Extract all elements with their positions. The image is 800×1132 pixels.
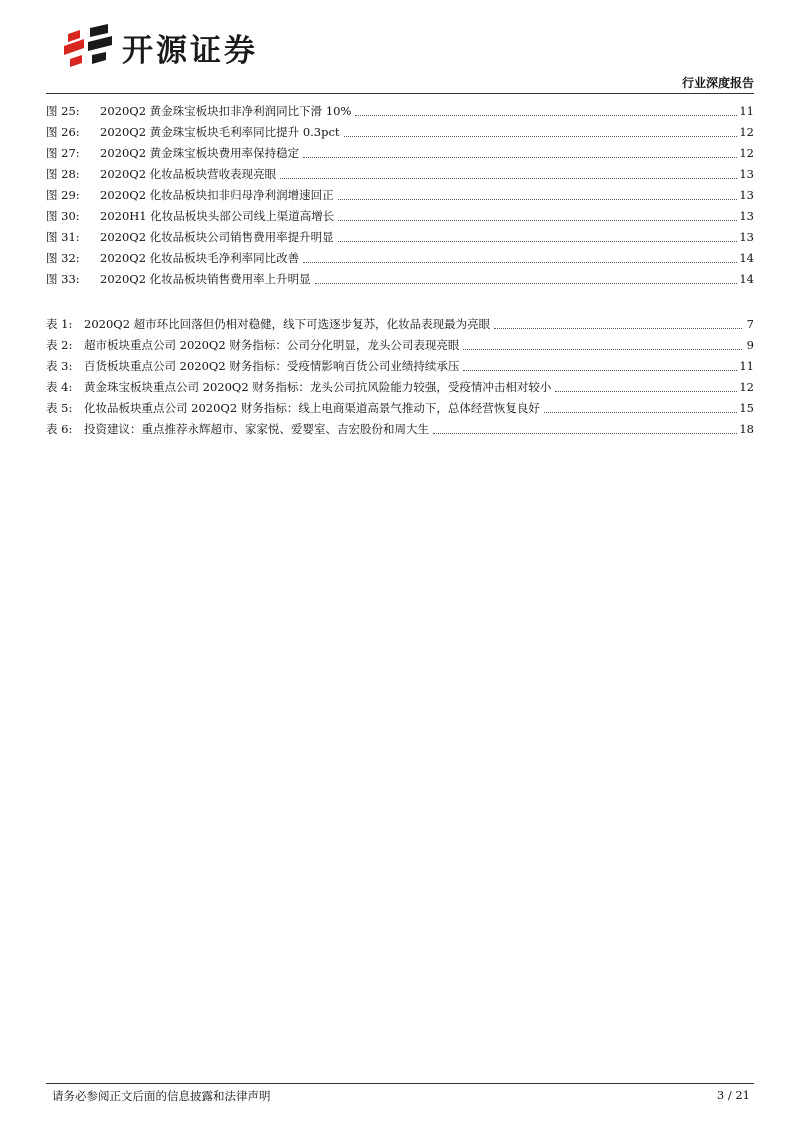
entry-label: 表 1: (46, 317, 73, 331)
toc-entry[interactable] (46, 419, 754, 440)
dot-leader (338, 220, 737, 221)
entry-page: 12 (739, 125, 754, 139)
entry-title: 化妆品板块重点公司 2020Q2 财务指标：线上电商渠道高景气推动下，总体经营恢复良好 (84, 401, 540, 415)
entry-label: 图 30: (46, 209, 80, 223)
entry-page: 14 (739, 272, 754, 286)
dot-leader (544, 412, 738, 413)
dot-leader (303, 157, 737, 158)
entry-page: 11 (739, 104, 754, 118)
entry-page: 9 (746, 338, 754, 352)
logo-mark-icon (64, 24, 114, 70)
entry-label: 图 25: (46, 104, 80, 118)
entry-page: 12 (739, 146, 754, 160)
toc-entry[interactable] (46, 122, 754, 143)
footer-divider (46, 1083, 754, 1084)
toc-entry[interactable] (46, 398, 754, 419)
entry-title: 2020Q2 化妆品板块公司销售费用率提升明显 (100, 230, 334, 244)
dot-leader (315, 283, 738, 284)
entry-label: 图 26: (46, 125, 80, 139)
entry-title: 2020H1 化妆品板块头部公司线上渠道高增长 (100, 209, 335, 223)
toc-entry[interactable] (46, 335, 754, 356)
toc-entry[interactable] (46, 227, 754, 248)
entry-page: 11 (739, 359, 754, 373)
entry-page: 7 (746, 317, 754, 331)
entry-label: 图 31: (46, 230, 80, 244)
entry-page: 13 (739, 230, 754, 244)
toc-entry[interactable] (46, 185, 754, 206)
dot-leader (463, 349, 742, 350)
entry-label: 图 27: (46, 146, 80, 160)
entry-label: 表 4: (46, 380, 73, 394)
entry-title: 超市板块重点公司 2020Q2 财务指标：公司分化明显，龙头公司表现亮眼 (84, 338, 460, 352)
entry-title: 2020Q2 超市环比回落但仍相对稳健，线下可选逐步复苏，化妆品表现最为亮眼 (84, 317, 491, 331)
entry-title: 投资建议：重点推荐永辉超市、家家悦、爱婴室、吉宏股份和周大生 (84, 422, 429, 436)
toc-entry[interactable] (46, 269, 754, 290)
entry-label: 表 6: (46, 422, 73, 436)
toc-entry[interactable] (46, 164, 754, 185)
dot-leader (463, 370, 737, 371)
entry-title: 黄金珠宝板块重点公司 2020Q2 财务指标：龙头公司抗风险能力较强，受疫情冲击相对较小 (84, 380, 552, 394)
dot-leader (433, 433, 737, 434)
entry-title: 百货板块重点公司 2020Q2 财务指标：受疫情影响百货公司业绩持续承压 (84, 359, 460, 373)
entry-page: 13 (739, 209, 754, 223)
entry-page: 14 (739, 251, 754, 265)
entry-page: 13 (739, 188, 754, 202)
toc-entry[interactable] (46, 377, 754, 398)
entry-title: 2020Q2 黄金珠宝板块毛利率同比提升 0.3pct (100, 125, 340, 139)
toc-entry[interactable] (46, 143, 754, 164)
dot-leader (355, 115, 737, 116)
entry-label: 图 29: (46, 188, 80, 202)
dot-leader (494, 328, 742, 329)
entry-label: 表 2: (46, 338, 73, 352)
entry-page: 12 (739, 380, 754, 394)
toc-entry[interactable] (46, 206, 754, 227)
entry-title: 2020Q2 化妆品板块毛净利率同比改善 (100, 251, 300, 265)
entry-label: 图 28: (46, 167, 80, 181)
brand-name: 开源证券 (122, 32, 258, 69)
toc-entry[interactable] (46, 101, 754, 122)
dot-leader (344, 136, 738, 137)
page-number: 3 / 21 (716, 1088, 750, 1102)
toc-entry[interactable] (46, 248, 754, 269)
entry-label: 图 33: (46, 272, 80, 286)
entry-page: 18 (739, 422, 754, 436)
entry-label: 表 5: (46, 401, 73, 415)
entry-title: 2020Q2 黄金珠宝板块费用率保持稳定 (100, 146, 300, 160)
toc-entry[interactable] (46, 314, 754, 335)
entry-label: 表 3: (46, 359, 73, 373)
report-type: 行业深度报告 (681, 76, 754, 90)
entry-page: 13 (739, 167, 754, 181)
entry-page: 15 (739, 401, 754, 415)
entry-title: 2020Q2 黄金珠宝板块扣非净利润同比下滑 10% (100, 104, 352, 118)
dot-leader (555, 391, 737, 392)
company-logo (64, 24, 258, 70)
dot-leader (303, 262, 737, 263)
figure-list (46, 101, 754, 290)
entry-title: 2020Q2 化妆品板块营收表现亮眼 (100, 167, 277, 181)
toc-entry[interactable] (46, 356, 754, 377)
dot-leader (338, 199, 738, 200)
dot-leader (280, 178, 737, 179)
entry-title: 2020Q2 化妆品板块销售费用率上升明显 (100, 272, 311, 286)
header-divider (46, 93, 754, 94)
entry-label: 图 32: (46, 251, 80, 265)
footer-disclaimer: 请务必参阅正文后面的信息披露和法律声明 (52, 1089, 271, 1103)
entry-title: 2020Q2 化妆品板块扣非归母净利润增速回正 (100, 188, 334, 202)
table-list (46, 314, 754, 440)
dot-leader (338, 241, 738, 242)
